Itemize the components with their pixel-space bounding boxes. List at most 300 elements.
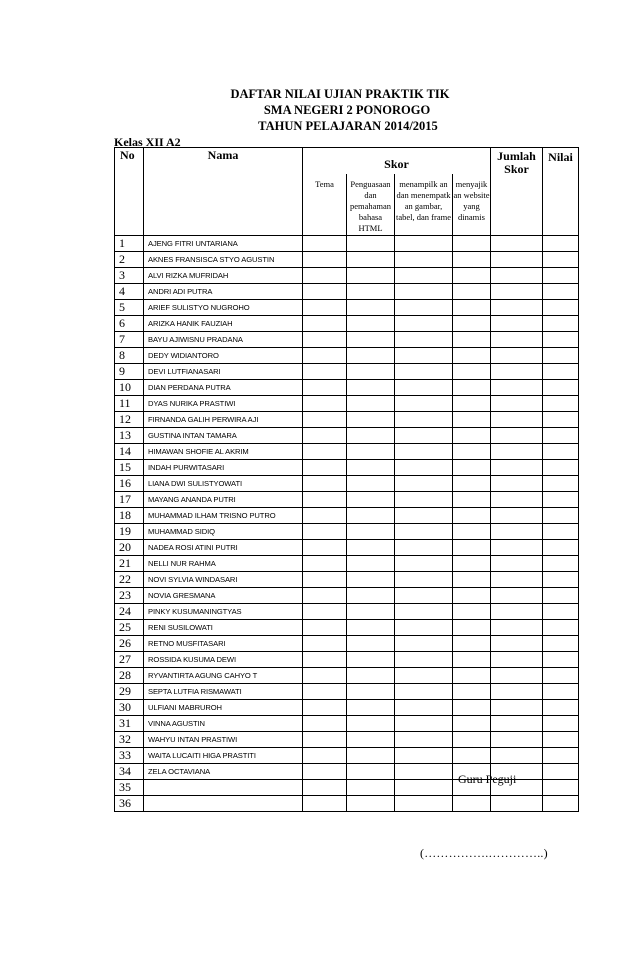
score-website-cell[interactable] <box>453 300 491 316</box>
score-tema-cell[interactable] <box>303 732 347 748</box>
score-gambar-cell[interactable] <box>395 652 453 668</box>
score-jumlah-cell[interactable] <box>491 476 543 492</box>
score-nilai-cell[interactable] <box>543 604 579 620</box>
table-row <box>115 284 579 300</box>
score-jumlah-cell[interactable] <box>491 396 543 412</box>
row-number: 16 <box>115 476 144 492</box>
score-tema-cell[interactable] <box>303 412 347 428</box>
score-tema-cell[interactable] <box>303 300 347 316</box>
score-tema-cell[interactable] <box>303 460 347 476</box>
row-number: 5 <box>115 300 144 316</box>
score-nilai-cell[interactable] <box>543 460 579 476</box>
score-website-cell[interactable] <box>453 348 491 364</box>
score-jumlah-cell[interactable] <box>491 300 543 316</box>
student-name: VINNA AGUSTIN <box>144 716 303 732</box>
row-number: 32 <box>115 732 144 748</box>
score-html-cell[interactable] <box>347 780 395 796</box>
grade-table <box>114 147 579 812</box>
table-row <box>115 540 579 556</box>
score-tema-cell[interactable] <box>303 492 347 508</box>
table-row <box>115 380 579 396</box>
score-gambar-cell[interactable] <box>395 556 453 572</box>
score-gambar-cell[interactable] <box>395 284 453 300</box>
score-gambar-cell[interactable] <box>395 620 453 636</box>
student-name: DIAN PERDANA PUTRA <box>144 380 303 396</box>
score-jumlah-cell[interactable] <box>491 700 543 716</box>
score-gambar-cell[interactable] <box>395 668 453 684</box>
score-gambar-cell[interactable] <box>395 684 453 700</box>
row-number: 11 <box>115 396 144 412</box>
score-website-cell[interactable] <box>453 556 491 572</box>
signature-line: (…………….…………..) <box>420 846 548 860</box>
score-website-cell[interactable] <box>453 252 491 268</box>
score-html-cell[interactable] <box>347 300 395 316</box>
score-website-cell[interactable] <box>453 460 491 476</box>
table-row <box>115 700 579 716</box>
table-row <box>115 636 579 652</box>
score-gambar-cell[interactable] <box>395 732 453 748</box>
score-jumlah-cell[interactable] <box>491 508 543 524</box>
score-html-cell[interactable] <box>347 668 395 684</box>
score-jumlah-cell[interactable] <box>491 732 543 748</box>
score-html-cell[interactable] <box>347 412 395 428</box>
score-nilai-cell[interactable] <box>543 236 579 252</box>
score-gambar-cell[interactable] <box>395 252 453 268</box>
score-gambar-cell[interactable] <box>395 716 453 732</box>
score-jumlah-cell[interactable] <box>491 492 543 508</box>
score-tema-cell[interactable] <box>303 684 347 700</box>
student-name <box>144 780 303 796</box>
row-number: 28 <box>115 668 144 684</box>
table-row <box>115 716 579 732</box>
score-nilai-cell[interactable] <box>543 620 579 636</box>
score-html-cell[interactable] <box>347 524 395 540</box>
table-row <box>115 316 579 332</box>
score-jumlah-cell[interactable] <box>491 236 543 252</box>
row-number: 34 <box>115 764 144 780</box>
score-nilai-cell[interactable] <box>543 316 579 332</box>
score-website-cell[interactable] <box>453 444 491 460</box>
score-tema-cell[interactable] <box>303 332 347 348</box>
score-tema-cell[interactable] <box>303 604 347 620</box>
score-website-cell[interactable] <box>453 540 491 556</box>
score-nilai-cell[interactable] <box>543 508 579 524</box>
score-tema-cell[interactable] <box>303 652 347 668</box>
score-html-cell[interactable] <box>347 444 395 460</box>
score-tema-cell[interactable] <box>303 380 347 396</box>
score-html-cell[interactable] <box>347 620 395 636</box>
student-name: ULFIANI MABRUROH <box>144 700 303 716</box>
score-tema-cell[interactable] <box>303 700 347 716</box>
score-tema-cell[interactable] <box>303 540 347 556</box>
score-website-cell[interactable] <box>453 412 491 428</box>
score-jumlah-cell[interactable] <box>491 380 543 396</box>
score-website-cell[interactable] <box>453 604 491 620</box>
row-number: 2 <box>115 252 144 268</box>
student-name: DYAS NURIKA PRASTIWI <box>144 396 303 412</box>
score-nilai-cell[interactable] <box>543 796 579 812</box>
table-row <box>115 268 579 284</box>
score-tema-cell[interactable] <box>303 428 347 444</box>
row-number: 19 <box>115 524 144 540</box>
student-name: FIRNANDA GALIH PERWIRA AJI <box>144 412 303 428</box>
score-website-cell[interactable] <box>453 796 491 812</box>
score-tema-cell[interactable] <box>303 780 347 796</box>
score-gambar-cell[interactable] <box>395 636 453 652</box>
row-number: 10 <box>115 380 144 396</box>
row-number: 23 <box>115 588 144 604</box>
score-nilai-cell[interactable] <box>543 252 579 268</box>
score-html-cell[interactable] <box>347 572 395 588</box>
score-jumlah-cell[interactable] <box>491 444 543 460</box>
score-nilai-cell[interactable] <box>543 588 579 604</box>
score-gambar-cell[interactable] <box>395 604 453 620</box>
score-website-cell[interactable] <box>453 476 491 492</box>
score-website-cell[interactable] <box>453 748 491 764</box>
score-jumlah-cell[interactable] <box>491 716 543 732</box>
score-html-cell[interactable] <box>347 284 395 300</box>
row-number: 18 <box>115 508 144 524</box>
score-gambar-cell[interactable] <box>395 412 453 428</box>
score-nilai-cell[interactable] <box>543 476 579 492</box>
row-number: 8 <box>115 348 144 364</box>
score-jumlah-cell[interactable] <box>491 796 543 812</box>
student-name: NOVIA GRESMANA <box>144 588 303 604</box>
sub-header-tema: Tema <box>303 174 347 236</box>
student-name: WAHYU INTAN PRASTIWI <box>144 732 303 748</box>
score-html-cell[interactable] <box>347 588 395 604</box>
score-gambar-cell[interactable] <box>395 524 453 540</box>
table-row <box>115 524 579 540</box>
score-jumlah-cell[interactable] <box>491 684 543 700</box>
score-tema-cell[interactable] <box>303 348 347 364</box>
table-row <box>115 332 579 348</box>
score-website-cell[interactable] <box>453 620 491 636</box>
score-website-cell[interactable] <box>453 364 491 380</box>
table-row <box>115 796 579 812</box>
score-jumlah-cell[interactable] <box>491 748 543 764</box>
score-jumlah-cell[interactable] <box>491 364 543 380</box>
score-tema-cell[interactable] <box>303 252 347 268</box>
table-row <box>115 604 579 620</box>
row-number: 9 <box>115 364 144 380</box>
score-website-cell[interactable] <box>453 492 491 508</box>
score-gambar-cell[interactable] <box>395 316 453 332</box>
score-html-cell[interactable] <box>347 748 395 764</box>
score-tema-cell[interactable] <box>303 572 347 588</box>
score-html-cell[interactable] <box>347 492 395 508</box>
score-tema-cell[interactable] <box>303 716 347 732</box>
score-nilai-cell[interactable] <box>543 556 579 572</box>
score-jumlah-cell[interactable] <box>491 460 543 476</box>
row-number: 21 <box>115 556 144 572</box>
score-jumlah-cell[interactable] <box>491 636 543 652</box>
score-nilai-cell[interactable] <box>543 700 579 716</box>
score-tema-cell[interactable] <box>303 316 347 332</box>
score-html-cell[interactable] <box>347 268 395 284</box>
row-number: 12 <box>115 412 144 428</box>
score-tema-cell[interactable] <box>303 284 347 300</box>
score-nilai-cell[interactable] <box>543 652 579 668</box>
score-nilai-cell[interactable] <box>543 524 579 540</box>
header-jumlah-line2: Skor <box>504 162 529 176</box>
score-nilai-cell[interactable] <box>543 300 579 316</box>
score-html-cell[interactable] <box>347 348 395 364</box>
score-html-cell[interactable] <box>347 796 395 812</box>
score-gambar-cell[interactable] <box>395 492 453 508</box>
score-html-cell[interactable] <box>347 428 395 444</box>
score-nilai-cell[interactable] <box>543 668 579 684</box>
row-number: 3 <box>115 268 144 284</box>
score-html-cell[interactable] <box>347 700 395 716</box>
score-tema-cell[interactable] <box>303 524 347 540</box>
score-gambar-cell[interactable] <box>395 364 453 380</box>
score-gambar-cell[interactable] <box>395 796 453 812</box>
score-gambar-cell[interactable] <box>395 300 453 316</box>
score-tema-cell[interactable] <box>303 636 347 652</box>
score-website-cell[interactable] <box>453 428 491 444</box>
student-name: DEVI LUTFIANASARI <box>144 364 303 380</box>
score-jumlah-cell[interactable] <box>491 316 543 332</box>
score-gambar-cell[interactable] <box>395 380 453 396</box>
score-html-cell[interactable] <box>347 236 395 252</box>
score-html-cell[interactable] <box>347 364 395 380</box>
score-website-cell[interactable] <box>453 700 491 716</box>
score-nilai-cell[interactable] <box>543 764 579 780</box>
score-gambar-cell[interactable] <box>395 764 453 780</box>
score-gambar-cell[interactable] <box>395 460 453 476</box>
score-website-cell[interactable] <box>453 668 491 684</box>
student-name: ALVI RIZKA MUFRIDAH <box>144 268 303 284</box>
score-html-cell[interactable] <box>347 636 395 652</box>
score-nilai-cell[interactable] <box>543 684 579 700</box>
student-name: LIANA DWI SULISTYOWATI <box>144 476 303 492</box>
score-jumlah-cell[interactable] <box>491 540 543 556</box>
score-website-cell[interactable] <box>453 572 491 588</box>
score-tema-cell[interactable] <box>303 748 347 764</box>
header-nilai: Nilai <box>543 148 579 236</box>
score-jumlah-cell[interactable] <box>491 620 543 636</box>
score-website-cell[interactable] <box>453 396 491 412</box>
score-gambar-cell[interactable] <box>395 700 453 716</box>
score-nilai-cell[interactable] <box>543 284 579 300</box>
row-number: 20 <box>115 540 144 556</box>
header-jumlah-skor <box>491 148 543 236</box>
score-tema-cell[interactable] <box>303 268 347 284</box>
student-name: ANDRI ADI PUTRA <box>144 284 303 300</box>
student-name: INDAH PURWITASARI <box>144 460 303 476</box>
score-website-cell[interactable] <box>453 684 491 700</box>
student-name: WAITA LUCAITI HIGA PRASTITI <box>144 748 303 764</box>
score-website-cell[interactable] <box>453 380 491 396</box>
score-tema-cell[interactable] <box>303 476 347 492</box>
score-website-cell[interactable] <box>453 268 491 284</box>
score-tema-cell[interactable] <box>303 668 347 684</box>
score-gambar-cell[interactable] <box>395 540 453 556</box>
row-number: 4 <box>115 284 144 300</box>
score-jumlah-cell[interactable] <box>491 332 543 348</box>
row-number: 15 <box>115 460 144 476</box>
student-name: NELLI NUR RAHMA <box>144 556 303 572</box>
student-name: MUHAMMAD ILHAM TRISNO PUTRO <box>144 508 303 524</box>
score-website-cell[interactable] <box>453 316 491 332</box>
score-html-cell[interactable] <box>347 556 395 572</box>
score-jumlah-cell[interactable] <box>491 556 543 572</box>
score-html-cell[interactable] <box>347 332 395 348</box>
score-nilai-cell[interactable] <box>543 348 579 364</box>
table-row <box>115 556 579 572</box>
score-tema-cell[interactable] <box>303 236 347 252</box>
score-gambar-cell[interactable] <box>395 508 453 524</box>
table-row <box>115 748 579 764</box>
score-website-cell[interactable] <box>453 236 491 252</box>
student-name: GUSTINA INTAN TAMARA <box>144 428 303 444</box>
score-website-cell[interactable] <box>453 284 491 300</box>
score-nilai-cell[interactable] <box>543 716 579 732</box>
title-line-1: DAFTAR NILAI UJIAN PRAKTIK TIK <box>230 87 450 101</box>
row-number: 27 <box>115 652 144 668</box>
score-jumlah-cell[interactable] <box>491 284 543 300</box>
table-row <box>115 668 579 684</box>
score-html-cell[interactable] <box>347 732 395 748</box>
row-number: 7 <box>115 332 144 348</box>
score-tema-cell[interactable] <box>303 556 347 572</box>
score-tema-cell[interactable] <box>303 396 347 412</box>
score-nilai-cell[interactable] <box>543 636 579 652</box>
score-html-cell[interactable] <box>347 380 395 396</box>
table-row <box>115 300 579 316</box>
score-tema-cell[interactable] <box>303 764 347 780</box>
score-gambar-cell[interactable] <box>395 348 453 364</box>
score-html-cell[interactable] <box>347 652 395 668</box>
score-website-cell[interactable] <box>453 732 491 748</box>
score-html-cell[interactable] <box>347 396 395 412</box>
table-row <box>115 732 579 748</box>
score-website-cell[interactable] <box>453 652 491 668</box>
score-html-cell[interactable] <box>347 476 395 492</box>
score-nilai-cell[interactable] <box>543 444 579 460</box>
score-html-cell[interactable] <box>347 604 395 620</box>
row-number: 22 <box>115 572 144 588</box>
score-gambar-cell[interactable] <box>395 588 453 604</box>
score-gambar-cell[interactable] <box>395 268 453 284</box>
score-tema-cell[interactable] <box>303 796 347 812</box>
table-row <box>115 476 579 492</box>
row-number: 6 <box>115 316 144 332</box>
score-html-cell[interactable] <box>347 684 395 700</box>
student-name: AJENG FITRI UNTARIANA <box>144 236 303 252</box>
table-row <box>115 620 579 636</box>
table-row <box>115 492 579 508</box>
sub-header-gambar: menampilk an dan menempatk an gambar, tabel, dan frame <box>395 174 453 236</box>
score-nilai-cell[interactable] <box>543 732 579 748</box>
student-name: ZELA OCTAVIANA <box>144 764 303 780</box>
row-number: 26 <box>115 636 144 652</box>
score-tema-cell[interactable] <box>303 444 347 460</box>
score-gambar-cell[interactable] <box>395 332 453 348</box>
score-tema-cell[interactable] <box>303 508 347 524</box>
score-website-cell[interactable] <box>453 716 491 732</box>
score-gambar-cell[interactable] <box>395 428 453 444</box>
score-jumlah-cell[interactable] <box>491 652 543 668</box>
score-jumlah-cell[interactable] <box>491 668 543 684</box>
score-website-cell[interactable] <box>453 332 491 348</box>
score-html-cell[interactable] <box>347 508 395 524</box>
score-nilai-cell[interactable] <box>543 380 579 396</box>
score-html-cell[interactable] <box>347 460 395 476</box>
score-website-cell[interactable] <box>453 508 491 524</box>
score-website-cell[interactable] <box>453 588 491 604</box>
table-row <box>115 684 579 700</box>
header-no: No <box>115 148 144 236</box>
score-jumlah-cell[interactable] <box>491 524 543 540</box>
student-name: BAYU AJIWISNU PRADANA <box>144 332 303 348</box>
student-name: HIMAWAN SHOFIE AL AKRIM <box>144 444 303 460</box>
score-gambar-cell[interactable] <box>395 444 453 460</box>
score-gambar-cell[interactable] <box>395 748 453 764</box>
score-nilai-cell[interactable] <box>543 492 579 508</box>
score-jumlah-cell[interactable] <box>491 588 543 604</box>
score-gambar-cell[interactable] <box>395 236 453 252</box>
score-html-cell[interactable] <box>347 252 395 268</box>
row-number: 31 <box>115 716 144 732</box>
row-number: 33 <box>115 748 144 764</box>
score-html-cell[interactable] <box>347 764 395 780</box>
row-number: 35 <box>115 780 144 796</box>
score-nilai-cell[interactable] <box>543 540 579 556</box>
table-row <box>115 236 579 252</box>
score-jumlah-cell[interactable] <box>491 412 543 428</box>
score-jumlah-cell[interactable] <box>491 604 543 620</box>
student-name: PINKY KUSUMANINGTYAS <box>144 604 303 620</box>
score-gambar-cell[interactable] <box>395 476 453 492</box>
table-row <box>115 460 579 476</box>
score-nilai-cell[interactable] <box>543 780 579 796</box>
score-html-cell[interactable] <box>347 540 395 556</box>
score-jumlah-cell[interactable] <box>491 572 543 588</box>
score-jumlah-cell[interactable] <box>491 348 543 364</box>
score-jumlah-cell[interactable] <box>491 428 543 444</box>
score-website-cell[interactable] <box>453 524 491 540</box>
student-name: RETNO MUSFITASARI <box>144 636 303 652</box>
row-number: 14 <box>115 444 144 460</box>
row-number: 36 <box>115 796 144 812</box>
score-tema-cell[interactable] <box>303 364 347 380</box>
score-nilai-cell[interactable] <box>543 412 579 428</box>
score-html-cell[interactable] <box>347 316 395 332</box>
score-gambar-cell[interactable] <box>395 396 453 412</box>
score-nilai-cell[interactable] <box>543 332 579 348</box>
score-nilai-cell[interactable] <box>543 268 579 284</box>
row-number: 25 <box>115 620 144 636</box>
examiner-label: Guru Peguji <box>458 772 517 786</box>
score-gambar-cell[interactable] <box>395 572 453 588</box>
score-nilai-cell[interactable] <box>543 572 579 588</box>
score-website-cell[interactable] <box>453 636 491 652</box>
score-nilai-cell[interactable] <box>543 748 579 764</box>
score-html-cell[interactable] <box>347 716 395 732</box>
score-nilai-cell[interactable] <box>543 396 579 412</box>
score-jumlah-cell[interactable] <box>491 268 543 284</box>
score-gambar-cell[interactable] <box>395 780 453 796</box>
header-jumlah-line1: Jumlah <box>497 149 536 163</box>
score-nilai-cell[interactable] <box>543 364 579 380</box>
score-nilai-cell[interactable] <box>543 428 579 444</box>
student-name: RYVANTIRTA AGUNG CAHYO T <box>144 668 303 684</box>
score-tema-cell[interactable] <box>303 620 347 636</box>
score-tema-cell[interactable] <box>303 588 347 604</box>
score-jumlah-cell[interactable] <box>491 252 543 268</box>
